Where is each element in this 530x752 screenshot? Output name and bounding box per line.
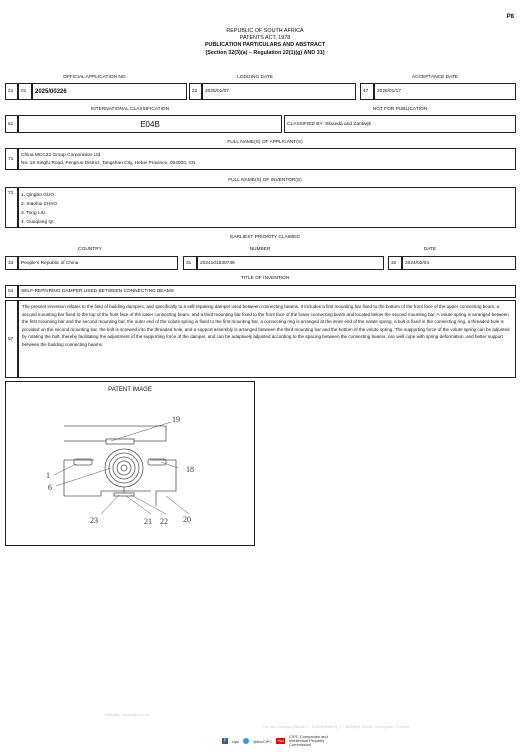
code-01: 01 <box>18 83 32 100</box>
inventor-item: 4. Guoqiang QI <box>21 220 54 225</box>
document-header <box>0 28 530 57</box>
label-official-application-no: OFFICIAL APPLICATION NO. <box>63 75 127 80</box>
label-number: NUMBER <box>249 247 271 252</box>
code-33: 33 <box>5 256 18 270</box>
applicant-name: China MCC22 Group Corporation Ltd. <box>21 153 102 158</box>
code-71: 71 <box>5 148 18 170</box>
fig-label-22: 22 <box>160 517 168 526</box>
label-not-for-publication: NOT FOR PUBLICATION <box>372 107 428 112</box>
inventors-box <box>18 187 516 228</box>
label-lodging-date: LODGING DATE <box>237 75 273 80</box>
footer-social <box>222 735 339 747</box>
label-country: COUNTRY <box>78 247 102 252</box>
classified-by: CLASSIFIED BY: Sibanda and Zantwijk <box>284 115 516 133</box>
acceptance-date: 2025/01/17 <box>374 83 516 100</box>
header-line3: PUBLICATION PARTICULARS AND ABSTRACT <box>204 42 326 49</box>
code-21: 21 <box>5 83 18 100</box>
abstract-text: The present invention relates to the field of building dampers, and specifically to a self-repairing damper used between connecting beams. It includes a first mounting bar fixed to the bottom of the front face of the upper connecting beam, a second mounting bar fixed to the top of the front face of the lower connecting beam, and a third mounting bar fixed to the front face of the lower connecting beam and located below the second mounting bar. A volute spring is arranged between the first mounting bar and the second mounting bar, the outer end of the volute spring is fixed to the first mounting bar, a connecting ring is arranged at the inner end of the volute spring, a bolt is fixed in the connecting ring, a threaded hole is provided on the second mounting bar, the bolt is screwed into the threaded hole, and a support assembly is arranged between the third mounting bar and the bottom of the volute spring. The supporting force of the volute spring can be adjusted by rotating the bolt, thereby facilitating the adjustment of the supporting force of the damper, and can be adaptively adjusted according to the spacing between the connecting beams, can well cope with spring deformation, and better support between the building connecting beams. <box>18 300 516 378</box>
footer-website: Website: www.cipc.co.za <box>105 712 149 717</box>
priority-number: 2024101530738 <box>197 256 384 270</box>
header-line1: REPUBLIC OF SOUTH AFRICA <box>226 28 304 34</box>
header-line4: [Section 32(3)(a) – Regulation 22(1)(g) AND 31] <box>205 49 325 56</box>
inventor-item: 3. Tong LIU <box>21 211 46 216</box>
inventors-list <box>21 191 57 227</box>
fig-label-6: 6 <box>48 483 52 492</box>
patent-image-label: PATENT IMAGE <box>108 387 152 393</box>
label-earliest-priority: EARLIEST PRIORITY CLAIMED <box>230 235 300 240</box>
label-international-classification: INTERNATIONAL CLASSIFICATION <box>90 107 170 112</box>
label-title-of-invention: TITLE OF INVENTION <box>240 276 290 281</box>
footer-address: The dtic Campus (Block F - Entfutfukweni), 77 Meintjies Street, Sunnyside, Pretoria <box>262 724 410 729</box>
classification-value: E04B <box>18 115 282 133</box>
patent-image-box <box>5 381 255 546</box>
fig-label-1: 1 <box>46 471 50 480</box>
priority-country: People's Republic of China <box>18 256 178 270</box>
code-57: 57 <box>5 300 18 378</box>
youtube-icon[interactable]: You <box>277 738 285 743</box>
code-72: 72 <box>5 187 18 228</box>
form-code: P8 <box>506 14 514 20</box>
fig-label-19: 19 <box>172 415 180 424</box>
code-54: 54 <box>5 285 18 298</box>
inventor-item: 1. Qingbo GUO <box>21 193 55 198</box>
lodging-date: 2025/01/07 <box>202 83 356 100</box>
label-acceptance-date: ACCEPTANCE DATE <box>411 75 459 80</box>
label-date: DATE <box>423 247 437 252</box>
invention-title: SELF-REPAIRING DAMPER USED BETWEEN CONNECTING BEAMS <box>18 285 516 298</box>
priority-date: 2024/02/04 <box>402 256 516 270</box>
label-applicants: FULL NAME(S) OF APPLICANT(S) <box>227 140 303 145</box>
footer-tw: @theCIPC <box>253 738 273 744</box>
inventor-item: 2. Xiaohui ZHAO <box>21 202 57 207</box>
footer-fb: cipc <box>232 738 240 744</box>
applicant-box <box>18 148 516 170</box>
code-51: 51 <box>5 115 18 133</box>
facebook-icon[interactable]: f <box>222 738 228 744</box>
fig-label-18: 18 <box>186 465 194 474</box>
fig-label-23: 23 <box>90 516 98 525</box>
fig-label-21: 21 <box>144 517 152 526</box>
lower-beam <box>64 460 176 506</box>
code-31: 31 <box>183 256 197 270</box>
application-number: 2025/00226 <box>32 83 187 100</box>
code-47: 47 <box>360 83 374 100</box>
applicant-address: No. 16 Xingfu Road, Fengrun District, Tangshan City, Hebei Province, 064000, CN <box>21 161 196 166</box>
footer-yt: CIPC Companies and Intellectual Property Commission <box>289 734 328 747</box>
header-line2: PATENTS ACT, 1978 <box>239 35 291 42</box>
code-22: 22 <box>189 83 202 100</box>
code-32: 32 <box>388 256 402 270</box>
fig-label-20: 20 <box>183 515 191 524</box>
label-inventors: FULL NAME(S) OF INVENTOR(S) <box>228 178 302 183</box>
patent-drawing <box>6 396 254 546</box>
twitter-icon[interactable] <box>243 738 249 744</box>
